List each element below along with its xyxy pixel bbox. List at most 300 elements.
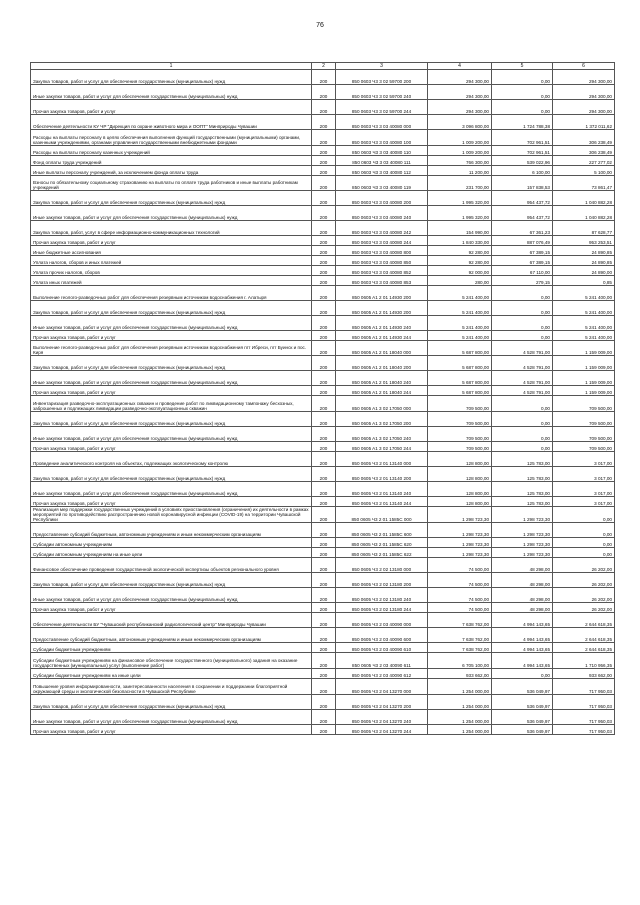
table-row <box>31 156 615 166</box>
row-planned-cell: 1 298 723,30 <box>428 538 492 548</box>
row-budget-code-cell: 850 0605 Ч3 2 01 13140 200 <box>336 467 428 482</box>
row-name-cell: Уплата прочих налогов, сборов <box>31 266 312 276</box>
row-executed-cell: 6 100,00 <box>492 166 553 176</box>
row-planned-cell: 128 800,00 <box>428 452 492 467</box>
table-row <box>31 573 615 588</box>
row-executed-cell: 4 528 791,00 <box>492 356 553 371</box>
table-row <box>31 206 615 221</box>
row-remaining-cell: 26 202,00 <box>553 588 615 603</box>
row-executed-cell: 125 783,00 <box>492 482 553 497</box>
row-name-cell: Прочая закупка товаров, работ и услуг <box>31 725 312 735</box>
row-remaining-cell: 0,85 <box>553 276 615 286</box>
row-name-cell: Уплата налогов, сборов и иных платежей <box>31 256 312 266</box>
row-executed-cell: 0,00 <box>492 396 553 412</box>
table-row <box>31 266 615 276</box>
row-budget-code-cell: 850 0605 A1 2 01 18040 244 <box>336 386 428 396</box>
row-budget-code-cell: 850 0603 Ч3 3 03 40080 242 <box>336 221 428 236</box>
row-name-cell: Фонд оплаты труда учреждений <box>31 156 312 166</box>
row-budget-code-cell: 850 0605 Ч3 2 03 40090 610 <box>336 643 428 653</box>
row-budget-code-cell: 850 0605 Ч3 2 04 13270 000 <box>336 679 428 695</box>
row-planned-cell: 1 009 200,00 <box>428 130 492 146</box>
row-line-code-cell: 200 <box>312 427 336 442</box>
row-budget-code-cell: 850 0605 A1 2 01 18040 000 <box>336 341 428 356</box>
row-line-code-cell: 200 <box>312 412 336 427</box>
table-row <box>31 396 615 412</box>
row-executed-cell: 4 528 791,00 <box>492 341 553 356</box>
table-row <box>31 221 615 236</box>
row-budget-code-cell: 850 0603 Ч3 3 03 40080 111 <box>336 156 428 166</box>
row-planned-cell: 74 500,00 <box>428 603 492 613</box>
row-budget-code-cell: 850 0605 Ч3 2 02 13180 244 <box>336 603 428 613</box>
row-name-cell: Субсидии автономным учреждениям на иные цели <box>31 548 312 558</box>
row-executed-cell: 67 389,15 <box>492 256 553 266</box>
row-name-cell: Закупка товаров, работ и услуг для обеспечения государственных (муниципальных) нужд <box>31 695 312 710</box>
row-name-cell: Иные закупки товаров, работ и услуг для обеспечения государственных (муниципальных) нужд <box>31 206 312 221</box>
row-remaining-cell: 0,00 <box>553 538 615 548</box>
row-budget-code-cell: 850 0605 Ч3 2 01 13140 240 <box>336 482 428 497</box>
row-line-code-cell: 200 <box>312 538 336 548</box>
row-executed-cell: 536 049,97 <box>492 695 553 710</box>
row-line-code-cell: 200 <box>312 679 336 695</box>
row-line-code-cell: 200 <box>312 206 336 221</box>
header-col-2: 2 <box>312 63 336 70</box>
row-planned-cell: 1 298 723,30 <box>428 548 492 558</box>
row-remaining-cell: 294 300,00 <box>553 70 615 85</box>
table-row <box>31 558 615 573</box>
row-budget-code-cell: 850 0605 Ч3 2 04 13270 200 <box>336 695 428 710</box>
row-name-cell: Иные закупки товаров, работ и услуг для обеспечения государственных (муниципальных) нужд <box>31 710 312 725</box>
row-executed-cell: 536 049,97 <box>492 725 553 735</box>
table-row <box>31 286 615 301</box>
row-name-cell: Выполнение геолого-разведочных работ для обеспечения резервным источником водоснабжения г. Алатыря <box>31 286 312 301</box>
row-planned-cell: 231 700,00 <box>428 176 492 191</box>
row-planned-cell: 280,00 <box>428 276 492 286</box>
row-line-code-cell: 200 <box>312 130 336 146</box>
row-line-code-cell: 200 <box>312 100 336 115</box>
row-planned-cell: 294 300,00 <box>428 100 492 115</box>
table-row <box>31 316 615 331</box>
row-planned-cell: 128 800,00 <box>428 467 492 482</box>
row-name-cell: Закупка товаров, работ и услуг для обеспечения государственных (муниципальных) нужд <box>31 191 312 206</box>
row-name-cell: Повышение уровня информированности, заинтересованности населения в сохранении и поддержании благоприятной окружающей среды и экологической безопасности в Чувашской Республике <box>31 679 312 695</box>
row-remaining-cell: 227 277,02 <box>553 156 615 166</box>
row-remaining-cell: 0,00 <box>553 548 615 558</box>
row-budget-code-cell: 850 0603 Ч3 3 03 40080 100 <box>336 130 428 146</box>
row-budget-code-cell: 850 0603 Ч3 3 03 40080 244 <box>336 236 428 246</box>
table-row <box>31 341 615 356</box>
row-remaining-cell: 709 500,00 <box>553 427 615 442</box>
row-budget-code-cell: 850 0605 A1 3 02 17050 240 <box>336 427 428 442</box>
row-name-cell: Выполнение геолого-разведочных работ для обеспечения резервным источником водоснабжения пгт Ибреси, пгт Буинск и пос. Киря <box>31 341 312 356</box>
row-name-cell: Обеспечение деятельности БУ "Чувашский республиканский радиологический центр" Минприроды Чувашии <box>31 613 312 628</box>
row-line-code-cell: 200 <box>312 482 336 497</box>
row-name-cell: Закупка товаров, работ и услуг для обеспечения государственных (муниципальных) нужд <box>31 70 312 85</box>
row-line-code-cell: 200 <box>312 386 336 396</box>
row-budget-code-cell: 850 0605 Ч3 2 03 40090 000 <box>336 613 428 628</box>
row-remaining-cell: 1 159 009,00 <box>553 371 615 386</box>
row-planned-cell: 1 995 320,00 <box>428 206 492 221</box>
row-line-code-cell: 200 <box>312 643 336 653</box>
row-remaining-cell: 3 017,00 <box>553 467 615 482</box>
row-executed-cell: 279,15 <box>492 276 553 286</box>
row-remaining-cell: 294 300,00 <box>553 100 615 115</box>
row-planned-cell: 294 300,00 <box>428 85 492 100</box>
row-planned-cell: 128 800,00 <box>428 497 492 507</box>
row-line-code-cell: 200 <box>312 628 336 643</box>
row-budget-code-cell: 850 0605 Ч3 2 01 13140 244 <box>336 497 428 507</box>
row-budget-code-cell: 850 0603 Ч3 3 03 40080 240 <box>336 206 428 221</box>
row-planned-cell: 933 662,00 <box>428 669 492 679</box>
header-col-1: 1 <box>31 63 312 70</box>
row-planned-cell: 74 500,00 <box>428 558 492 573</box>
row-planned-cell: 709 500,00 <box>428 396 492 412</box>
row-remaining-cell: 24 890,00 <box>553 266 615 276</box>
row-remaining-cell: 2 644 618,35 <box>553 643 615 653</box>
row-remaining-cell: 1 159 009,00 <box>553 356 615 371</box>
row-planned-cell: 5 687 800,00 <box>428 386 492 396</box>
row-line-code-cell: 200 <box>312 442 336 452</box>
header-col-6: 6 <box>553 63 615 70</box>
table-row <box>31 166 615 176</box>
row-remaining-cell: 1 710 956,35 <box>553 653 615 669</box>
table-row <box>31 371 615 386</box>
row-line-code-cell: 200 <box>312 669 336 679</box>
row-line-code-cell: 200 <box>312 653 336 669</box>
row-planned-cell: 1 254 000,00 <box>428 695 492 710</box>
table-row <box>31 538 615 548</box>
row-remaining-cell: 26 202,00 <box>553 573 615 588</box>
row-executed-cell: 4 994 143,65 <box>492 628 553 643</box>
row-remaining-cell: 3 017,00 <box>553 497 615 507</box>
row-line-code-cell: 200 <box>312 115 336 130</box>
row-line-code-cell: 200 <box>312 316 336 331</box>
row-budget-code-cell: 850 0603 Ч3 3 03 40080 850 <box>336 256 428 266</box>
table-row <box>31 146 615 156</box>
row-budget-code-cell: 850 0605 Ч3 2 03 40090 611 <box>336 653 428 669</box>
row-executed-cell: 0,00 <box>492 316 553 331</box>
row-planned-cell: 5 687 800,00 <box>428 356 492 371</box>
row-line-code-cell: 200 <box>312 191 336 206</box>
row-planned-cell: 128 800,00 <box>428 482 492 497</box>
row-line-code-cell: 200 <box>312 497 336 507</box>
row-remaining-cell: 26 202,00 <box>553 603 615 613</box>
row-line-code-cell: 200 <box>312 146 336 156</box>
row-executed-cell: 4 994 143,65 <box>492 653 553 669</box>
row-planned-cell: 709 500,00 <box>428 427 492 442</box>
row-line-code-cell: 200 <box>312 331 336 341</box>
table-row <box>31 70 615 85</box>
row-executed-cell: 157 838,53 <box>492 176 553 191</box>
row-executed-cell: 125 783,00 <box>492 467 553 482</box>
row-planned-cell: 709 500,00 <box>428 412 492 427</box>
row-executed-cell: 536 049,97 <box>492 679 553 695</box>
row-remaining-cell: 24 890,85 <box>553 246 615 256</box>
table-row <box>31 442 615 452</box>
row-name-cell: Прочая закупка товаров, работ и услуг <box>31 442 312 452</box>
row-budget-code-cell: 850 0605 A1 2 01 14930 240 <box>336 316 428 331</box>
row-executed-cell: 4 994 143,65 <box>492 643 553 653</box>
row-remaining-cell: 5 100,00 <box>553 166 615 176</box>
table-row <box>31 710 615 725</box>
row-budget-code-cell: 850 0605 A1 2 01 14930 200 <box>336 301 428 316</box>
row-budget-code-cell: 850 0605 A1 3 02 17050 200 <box>336 412 428 427</box>
row-name-cell: Иные закупки товаров, работ и услуг для обеспечения государственных (муниципальных) нужд <box>31 371 312 386</box>
row-line-code-cell: 200 <box>312 221 336 236</box>
row-planned-cell: 1 009 200,00 <box>428 146 492 156</box>
row-remaining-cell: 306 238,49 <box>553 146 615 156</box>
table-row <box>31 356 615 371</box>
row-line-code-cell: 200 <box>312 166 336 176</box>
row-planned-cell: 74 500,00 <box>428 588 492 603</box>
row-executed-cell: 887 076,49 <box>492 236 553 246</box>
row-remaining-cell: 5 241 400,00 <box>553 301 615 316</box>
row-remaining-cell: 717 950,03 <box>553 725 615 735</box>
row-name-cell: Предоставление субсидий бюджетным, автономным учреждениям и иным некоммерческим организациям <box>31 523 312 538</box>
header-col-4: 4 <box>428 63 492 70</box>
row-name-cell: Иные закупки товаров, работ и услуг для обеспечения государственных (муниципальных) нужд <box>31 316 312 331</box>
row-name-cell: Субсидии бюджетным учреждениям на финансовое обеспечение государственного (муниципального) задания на оказание государственных (муниципальных) услуг (выполнение работ) <box>31 653 312 669</box>
row-name-cell: Иные закупки товаров, работ и услуг для обеспечения государственных (муниципальных) нужд <box>31 482 312 497</box>
row-remaining-cell: 1 159 009,00 <box>553 386 615 396</box>
row-budget-code-cell: 850 0603 Ч3 3 03 40080 000 <box>336 115 428 130</box>
row-remaining-cell: 717 950,03 <box>553 710 615 725</box>
header-col-3: 3 <box>336 63 428 70</box>
row-planned-cell: 5 687 800,00 <box>428 341 492 356</box>
row-name-cell: Прочая закупка товаров, работ и услуг <box>31 236 312 246</box>
row-planned-cell: 1 298 723,30 <box>428 507 492 523</box>
row-line-code-cell: 200 <box>312 176 336 191</box>
row-planned-cell: 3 096 800,00 <box>428 115 492 130</box>
table-row <box>31 412 615 427</box>
row-name-cell: Взносы по обязательному социальному страхованию на выплаты по оплате труда работников и иные выплаты работникам учреждений <box>31 176 312 191</box>
row-budget-code-cell: 850 0603 Ч3 3 02 59700 244 <box>336 100 428 115</box>
row-line-code-cell: 200 <box>312 603 336 613</box>
row-name-cell: Инвентаризация разведочно-эксплуатационных скважин и проведение работ по ликвидационному тампонажу бесхозных, заброшенных и подлежащих ликвидации разведочно-эксплуатационных скважин <box>31 396 312 412</box>
row-executed-cell: 954 437,72 <box>492 206 553 221</box>
table-row <box>31 507 615 523</box>
budget-table <box>30 62 615 735</box>
row-budget-code-cell: 850 0603 Ч3 3 03 40080 800 <box>336 246 428 256</box>
row-executed-cell: 0,00 <box>492 442 553 452</box>
row-budget-code-cell: 850 0603 Ч3 3 02 59700 200 <box>336 70 428 85</box>
row-executed-cell: 1 298 723,30 <box>492 548 553 558</box>
table-row <box>31 331 615 341</box>
row-planned-cell: 5 241 400,00 <box>428 301 492 316</box>
row-executed-cell: 48 298,00 <box>492 588 553 603</box>
row-name-cell: Расходы на выплаты персоналу казенных учреждений <box>31 146 312 156</box>
row-executed-cell: 0,00 <box>492 100 553 115</box>
row-line-code-cell: 200 <box>312 467 336 482</box>
row-remaining-cell: 709 500,00 <box>553 396 615 412</box>
row-planned-cell: 1 254 000,00 <box>428 679 492 695</box>
table-body <box>31 70 615 735</box>
table-row <box>31 497 615 507</box>
table-row <box>31 386 615 396</box>
row-budget-code-cell: 850 0605 A1 2 01 18040 200 <box>336 356 428 371</box>
table-row <box>31 100 615 115</box>
row-planned-cell: 766 300,00 <box>428 156 492 166</box>
row-remaining-cell: 5 241 400,00 <box>553 316 615 331</box>
row-planned-cell: 11 200,00 <box>428 166 492 176</box>
row-name-cell: Прочая закупка товаров, работ и услуг <box>31 331 312 341</box>
table-row <box>31 467 615 482</box>
row-budget-code-cell: 850 0605 Ч3 2 04 13270 244 <box>336 725 428 735</box>
row-executed-cell: 0,00 <box>492 412 553 427</box>
row-remaining-cell: 717 950,03 <box>553 679 615 695</box>
row-executed-cell: 1 298 723,30 <box>492 507 553 523</box>
row-remaining-cell: 87 628,77 <box>553 221 615 236</box>
row-line-code-cell: 200 <box>312 548 336 558</box>
row-remaining-cell: 24 890,85 <box>553 256 615 266</box>
row-planned-cell: 92 280,00 <box>428 256 492 266</box>
table-row <box>31 236 615 246</box>
row-name-cell: Обеспечение деятельности КУ ЧР "Дирекция по охране животного мира и ООПТ" Минприроды Чувашии <box>31 115 312 130</box>
row-executed-cell: 536 049,97 <box>492 710 553 725</box>
row-planned-cell: 154 990,00 <box>428 221 492 236</box>
table-row <box>31 85 615 100</box>
row-remaining-cell: 1 040 882,28 <box>553 191 615 206</box>
row-budget-code-cell: 850 0605 Ч3 2 01 1585С 600 <box>336 523 428 538</box>
row-remaining-cell: 1 040 882,28 <box>553 206 615 221</box>
table-row <box>31 246 615 256</box>
row-budget-code-cell: 850 0603 Ч3 3 03 40080 112 <box>336 166 428 176</box>
row-name-cell: Реализация мер поддержки государственных учреждений в условиях приостановления (ограничения) их деятельности в рамках мероприятий по противодействию распространению новой коронавирусной инфекции (COVID-19) на территории Чувашской Республики <box>31 507 312 523</box>
row-executed-cell: 4 528 791,00 <box>492 371 553 386</box>
row-executed-cell: 1 724 788,38 <box>492 115 553 130</box>
row-remaining-cell: 26 202,00 <box>553 558 615 573</box>
table-row <box>31 427 615 442</box>
row-budget-code-cell: 850 0605 Ч3 2 01 1585С 620 <box>336 538 428 548</box>
row-remaining-cell: 3 017,00 <box>553 482 615 497</box>
row-executed-cell: 125 783,00 <box>492 497 553 507</box>
row-remaining-cell: 933 662,00 <box>553 669 615 679</box>
row-budget-code-cell: 850 0605 Ч3 2 01 1585С 000 <box>336 507 428 523</box>
row-line-code-cell: 200 <box>312 276 336 286</box>
row-planned-cell: 1 840 330,00 <box>428 236 492 246</box>
row-executed-cell: 0,00 <box>492 301 553 316</box>
table-row <box>31 679 615 695</box>
row-executed-cell: 67 389,15 <box>492 246 553 256</box>
row-remaining-cell: 709 500,00 <box>553 412 615 427</box>
row-name-cell: Прочая закупка товаров, работ и услуг <box>31 100 312 115</box>
row-line-code-cell: 200 <box>312 341 336 356</box>
row-executed-cell: 48 298,00 <box>492 573 553 588</box>
row-budget-code-cell: 850 0605 Ч3 2 01 13140 000 <box>336 452 428 467</box>
row-line-code-cell: 200 <box>312 396 336 412</box>
row-line-code-cell: 200 <box>312 507 336 523</box>
page-number: 76 <box>316 22 324 29</box>
header-row <box>31 63 615 70</box>
row-remaining-cell: 953 253,51 <box>553 236 615 246</box>
table-row <box>31 669 615 679</box>
row-budget-code-cell: 850 0603 Ч3 3 02 59700 240 <box>336 85 428 100</box>
row-budget-code-cell: 850 0605 Ч3 2 02 13180 200 <box>336 573 428 588</box>
row-name-cell: Закупка товаров, работ и услуг для обеспечения государственных (муниципальных) нужд <box>31 301 312 316</box>
row-line-code-cell: 200 <box>312 236 336 246</box>
row-executed-cell: 539 022,96 <box>492 156 553 166</box>
row-executed-cell: 0,00 <box>492 427 553 442</box>
row-planned-cell: 92 280,00 <box>428 246 492 256</box>
row-budget-code-cell: 850 0605 Ч3 2 03 40090 612 <box>336 669 428 679</box>
row-executed-cell: 1 298 723,30 <box>492 523 553 538</box>
row-line-code-cell: 200 <box>312 523 336 538</box>
row-line-code-cell: 200 <box>312 85 336 100</box>
table-row <box>31 482 615 497</box>
row-budget-code-cell: 850 0605 Ч3 2 03 40090 600 <box>336 628 428 643</box>
row-name-cell: Иные закупки товаров, работ и услуг для обеспечения государственных (муниципальных) нужд <box>31 427 312 442</box>
table-row <box>31 276 615 286</box>
row-budget-code-cell: 850 0605 A1 3 02 17050 244 <box>336 442 428 452</box>
row-name-cell: Закупка товаров, работ и услуг для обеспечения государственных (муниципальных) нужд <box>31 573 312 588</box>
row-executed-cell: 0,00 <box>492 70 553 85</box>
row-name-cell: Закупка товаров, работ и услуг для обеспечения государственных (муниципальных) нужд <box>31 467 312 482</box>
row-name-cell: Закупка товаров, работ, услуг в сфере информационно-коммуникационных технологий <box>31 221 312 236</box>
row-planned-cell: 7 638 762,00 <box>428 613 492 628</box>
table-row <box>31 628 615 643</box>
row-budget-code-cell: 850 0603 Ч3 3 03 40080 852 <box>336 266 428 276</box>
row-planned-cell: 6 705 100,00 <box>428 653 492 669</box>
row-executed-cell: 0,00 <box>492 286 553 301</box>
row-name-cell: Иные закупки товаров, работ и услуг для обеспечения государственных (муниципальных) нужд <box>31 588 312 603</box>
row-name-cell: Субсидии бюджетным учреждениям на иные цели <box>31 669 312 679</box>
row-name-cell: Субсидии автономным учреждениям <box>31 538 312 548</box>
row-line-code-cell: 200 <box>312 301 336 316</box>
row-budget-code-cell: 850 0605 Ч3 2 02 13180 240 <box>336 588 428 603</box>
row-executed-cell: 67 361,23 <box>492 221 553 236</box>
row-budget-code-cell: 850 0603 Ч3 3 03 40080 853 <box>336 276 428 286</box>
row-name-cell: Расходы на выплаты персоналу в целях обеспечения выполнения функций государственными (муниципальными) органами, казенными учреждениями, органами управления государственными внебюджетными фондами <box>31 130 312 146</box>
row-line-code-cell: 200 <box>312 70 336 85</box>
row-budget-code-cell: 850 0605 Ч3 2 01 1585С 622 <box>336 548 428 558</box>
row-planned-cell: 709 500,00 <box>428 442 492 452</box>
row-line-code-cell: 200 <box>312 695 336 710</box>
row-planned-cell: 92 000,00 <box>428 266 492 276</box>
row-budget-code-cell: 850 0605 A1 2 01 14930 200 <box>336 286 428 301</box>
row-remaining-cell: 2 644 618,35 <box>553 628 615 643</box>
table-row <box>31 130 615 146</box>
row-budget-code-cell: 850 0605 A1 2 01 14930 244 <box>336 331 428 341</box>
row-budget-code-cell: 850 0605 A1 2 01 18040 240 <box>336 371 428 386</box>
table-row <box>31 191 615 206</box>
table-row <box>31 548 615 558</box>
row-name-cell: Прочая закупка товаров, работ и услуг <box>31 603 312 613</box>
row-planned-cell: 5 241 400,00 <box>428 286 492 301</box>
row-name-cell: Закупка товаров, работ и услуг для обеспечения государственных (муниципальных) нужд <box>31 356 312 371</box>
row-planned-cell: 74 500,00 <box>428 573 492 588</box>
row-line-code-cell: 200 <box>312 710 336 725</box>
row-executed-cell: 0,00 <box>492 331 553 341</box>
row-line-code-cell: 200 <box>312 588 336 603</box>
row-remaining-cell: 294 300,00 <box>553 85 615 100</box>
row-remaining-cell: 73 861,47 <box>553 176 615 191</box>
row-name-cell: Уплата иных платежей <box>31 276 312 286</box>
row-remaining-cell: 0,00 <box>553 523 615 538</box>
row-executed-cell: 0,00 <box>492 85 553 100</box>
row-remaining-cell: 709 500,00 <box>553 442 615 452</box>
row-remaining-cell: 1 372 011,62 <box>553 115 615 130</box>
row-budget-code-cell: 850 0603 Ч3 3 03 40080 200 <box>336 191 428 206</box>
row-remaining-cell: 5 241 400,00 <box>553 331 615 341</box>
row-name-cell: Закупка товаров, работ и услуг для обеспечения государственных (муниципальных) нужд <box>31 412 312 427</box>
row-executed-cell: 954 437,72 <box>492 191 553 206</box>
row-planned-cell: 5 241 400,00 <box>428 331 492 341</box>
row-budget-code-cell: 850 0605 Ч3 2 04 13270 240 <box>336 710 428 725</box>
row-executed-cell: 4 528 791,00 <box>492 386 553 396</box>
row-line-code-cell: 200 <box>312 266 336 276</box>
row-name-cell: Иные бюджетные ассигнования <box>31 246 312 256</box>
row-planned-cell: 7 638 762,00 <box>428 643 492 653</box>
row-budget-code-cell: 850 0605 A1 3 02 17050 000 <box>336 396 428 412</box>
